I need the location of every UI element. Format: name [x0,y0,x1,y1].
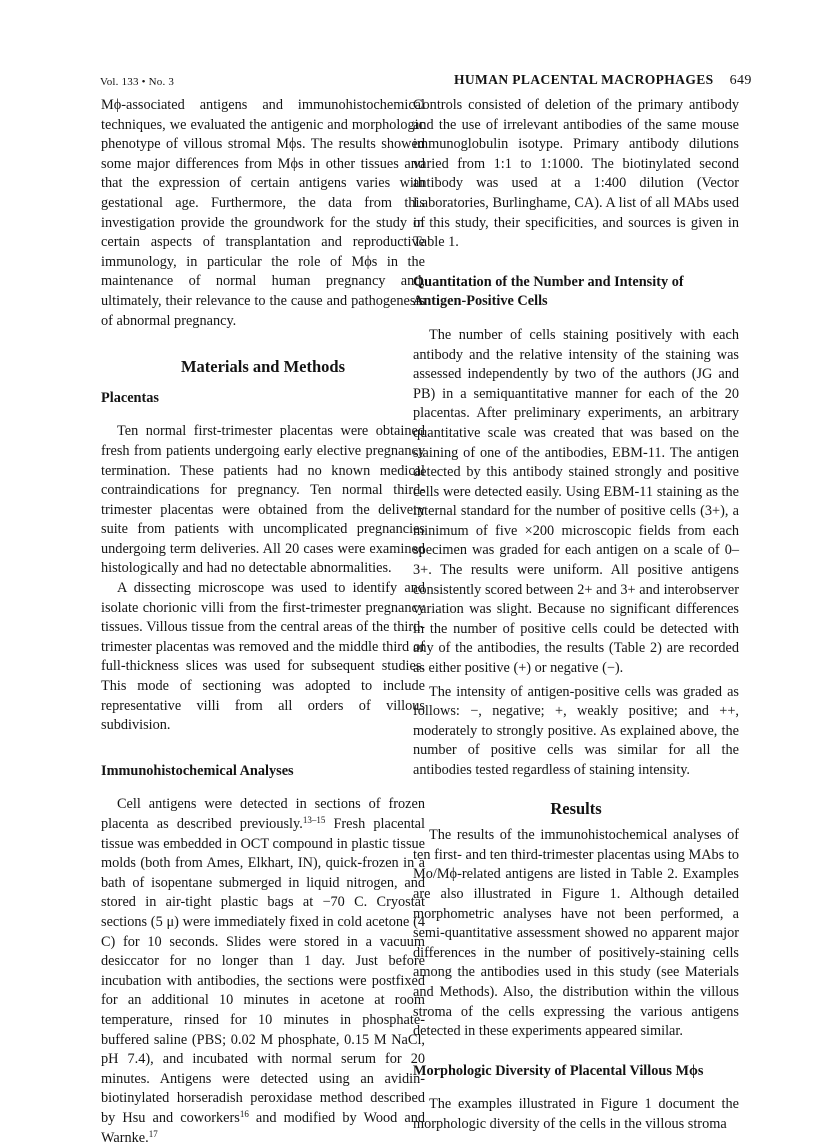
running-title: HUMAN PLACENTAL MACROPHAGES [454,72,714,87]
quantitation-paragraph-2: The intensity of antigen-positive cells was graded as follows: −, negative; +, weakly positive; and ++, moderately to strongly positive. As explained above, the number of positive cells was similar for all the antibodies tested regardless of staining intensity. [413,683,739,778]
subheading-morphologic-diversity: Morphologic Diversity of Placental Villous Mϕs [413,1062,704,1079]
placentas-paragraph-1: Ten normal first-trimester placentas were obtained fresh from patients undergoing early elective pregnancy termination. These patients had no known medical contraindications for pregnancy. Ten normal third-trimester placentas were obtained from the delivery suite from patients with uncomplicated pregnancies undergoing term deliveries. All 20 cases were examined histologically and had no detectable abnormalities. [101,423,425,577]
immuno-text-b: Fresh placental tissue was embedded in OCT compound in plastic tissue molds (both from Ames, Elkhart, IN), quick-frozen in a bath of isopentane submerged in liquid nitrogen, and stored in air-tight plastic bags at −70 C. Cryostat sections (5 μ) were immediately fixed in cold acetone (4 C) for 10 seconds. Slides were stored in a vacuum desiccator for no longer than 1 day. Just before incubation with antibodies, the sections were postfixed for an additional 10 minutes in acetone at room temperature, rinsed for 10 minutes in phosphate-buffered saline (PBS; 0.02 M phosphate, 0.15 M NaCl, pH 7.4), and incubated with normal serum for 20 minutes. Antigens were detected using an avidin-biotinylated horseradish peroxidase method described by Hsu and coworkers [101,816,426,1126]
reference-17: 17 [148,1128,158,1139]
controls-paragraph: Controls consisted of deletion of the primary antibody and the use of irrelevant antibodies of the same mouse immunoglobulin isotype. Primary antibody dilutions varied from 1:1 to 1:1000. The biotinylated second antibody was used at a 1:400 dilution (Vector Laboratories, Burlinghame, CA). A list of all MAbs used in this study, their specificities, and sources is given in Table 1. [413,97,739,251]
quantitation-title-line-1: Quantitation of the Number and Intensity of [413,273,684,290]
quantitation-paragraph-1: The number of cells staining positively with each antibody and the relative intensity of the staining was assessed independently by two of the authors (JG and PB) in a semiquantitative manner for each of the 20 placentas. After preliminary experiments, an arbitrary quantitative scale was created that was based on the staining of one of the antibodies, EBM-11. The antigen detected by this antibody stained strongly and positive cells were detected easily. Using EBM-11 staining as the internal standard for the number of positive cells (3+), a minimum of five ×200 microscopic fields from each specimen was graded for each antigen on a scale of 0–3+. The results were uniform. All positive antigens consistently scored between 2+ and 3+ and interobserver variation was slight. Because no significant differences in the number of positive cells could be detected with any of the antibodies, the results (Table 2) are recorded as either positive (+) or negative (−). [413,326,739,677]
immuno-text-a: Cell antigens were detected in sections of frozen placenta as described previously. [101,796,425,832]
quantitation-title-line-2: Antigen-Positive Cells [413,293,548,310]
left-column [101,96,425,1148]
reference-16: 16 [239,1108,249,1119]
subheading-quantitation [413,273,739,312]
right-column [413,96,739,1135]
results-paragraph: The results of the immunohistochemical analyses of ten first- and ten third-trimester placentas using MAbs to Mo/Mϕ-related antigens are listed in Table 2. Examples are also illustrated in Figure 1. Although detailed morphometric analyses have not been performed, a semi-quantitative assessment showed no apparent major differences in the number of positively-staining cells among the antibodies used in this study (see Materials and Methods). Also, the distribution within the villous stroma of the cells expressing the various antigens detected in these experiments appeared similar. [413,827,739,1040]
intro-paragraph: Mϕ-associated antigens and immunohistochemical techniques, we evaluated the antigenic and morphologic phenotype of villous stromal Mϕs. The results showed some major differences from Mϕs in other tissues and that the expression of certain antigens varies with gestational age. Furthermore, the data from this investigation provide the groundwork for the study of certain aspects of transplantation and reproductive immunology, in particular the role of Mϕs in the maintenance of normal human pregnancy and, ultimately, their relevance to the cause and pathogenesis of abnormal pregnancy. [101,97,425,329]
subheading-placentas: Placentas [101,389,159,406]
subheading-immunohistochemical: Immunohistochemical Analyses [101,762,294,779]
morphologic-paragraph: The examples illustrated in Figure 1 document the morphologic diversity of the cells in the villous stroma [413,1096,739,1132]
reference-13-15: 13–15 [302,815,326,825]
immuno-text-c: and modified by Wood and Warnke. [101,1109,426,1146]
section-heading-materials-methods: Materials and Methods [180,357,346,377]
journal-volume: Vol. 133 • No. 3 [100,76,175,88]
section-heading-results: Results [550,798,602,818]
immuno-paragraph [101,795,425,1148]
placentas-paragraph-2: A dissecting microscope was used to identify and isolate chorionic villi from the first-trimester pregnancy tissues. Villous tissue from the central areas of the third-trimester placentas was removed and the middle third of full-thickness slices was used for subsequent studies. This mode of sectioning was adopted to include representative villi from all orders of villous subdivision. [101,580,425,734]
running-header [454,72,752,89]
page-number: 649 [729,73,752,88]
